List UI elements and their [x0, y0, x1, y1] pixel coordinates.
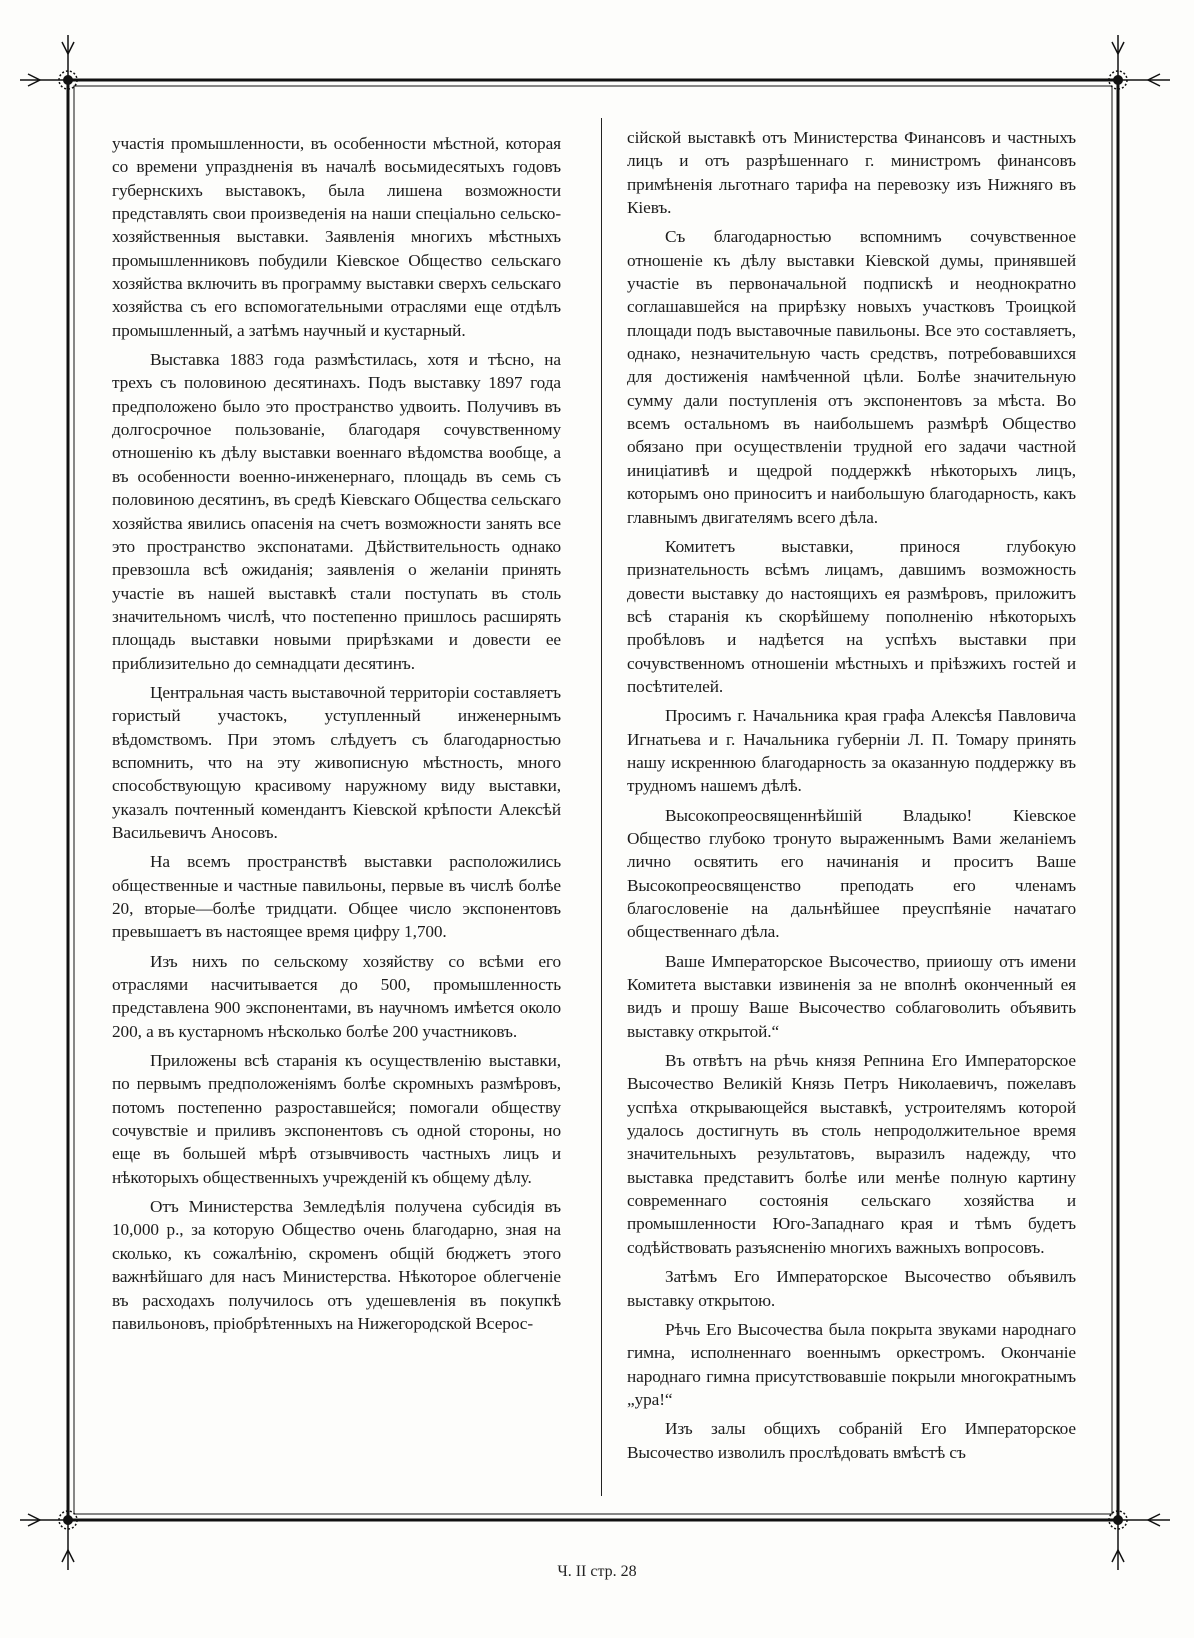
paragraph: Высокопреосвященнѣйшій Владыко! Кіевское Общество глубоко тронуто выраженнымъ Вами желаніемъ лично освятить его начинанія и проситъ Ваше Высокопреосвященство преподать его членамъ благословеніе на дальнѣйшее преуспѣяніе начатаго общественнаго дѣла.	[627, 805, 1076, 942]
right-column	[627, 126, 1076, 1470]
left-column	[112, 132, 561, 1341]
paragraph: Ваше Императорское Высочество, прииошу отъ имени Комитета выставки извиненія за не вполнѣ оконченный ея видъ и прошу Ваше Высочество соблаговолить объявить выставку открытой.“	[627, 951, 1076, 1041]
page-number: Ч. II стр. 28	[557, 1563, 637, 1580]
paragraph: участія промышленности, въ особенности мѣстной, которая со времени упраздненія въ началѣ восьмидесятыхъ годовъ губернскихъ выставокъ, была лишена возможности представлять свои произведенія на наши спеціально сельско-хозяйственныя выставки. Заявленія многихъ мѣстныхъ промышленниковъ побудили Кіевское Общество сельскаго хозяйства включить въ программу выставки сверхъ сельскаго хозяйства съ его вспомогательными отраслями еще отдѣлъ промышленный, а затѣмъ научный и кустарный.	[112, 134, 561, 340]
paragraph: Въ отвѣтъ на рѣчь князя Репнина Его Императорское Высочество Великій Князь Петръ Николаевичъ, пожелавъ успѣха открывающейся выставкѣ, устроителямъ которой удалось достигнуть въ столь непродолжительное время значительныхъ результатовъ, выразилъ надежду, что выставка представитъ болѣе или менѣе полную картину современнаго состоянія сельскаго хозяйства и промышленности Юго-Западнаго края и тѣмъ будетъ содѣйствовать разъясненію многихъ важныхъ вопросовъ.	[627, 1051, 1076, 1257]
paragraph: Отъ Министерства Земледѣлія получена субсидія въ 10,000 р., за которую Общество очень благодарно, зная на сколько, къ сожалѣнію, скроменъ общій бюджетъ этого важнѣйшаго для насъ Министерства. Нѣкоторое облегченіе въ расходахъ получилось отъ удешевленія въ покупкѣ павильоновъ, пріобрѣтенныхъ на Нижегородской Всерос-	[112, 1197, 561, 1333]
column-divider	[601, 118, 602, 1496]
paragraph: Приложены всѣ старанія къ осуществленію выставки, по первымъ предположеніямъ болѣе скромныхъ размѣровъ, потомъ постепенно разроставшейся; помогали обществу сочувствіе и приливъ экспонентовъ съ одной стороны, но еще въ большей мѣрѣ отзывчивость частныхъ лицъ и нѣкоторыхъ общественныхъ учрежденій къ общему дѣлу.	[112, 1051, 561, 1187]
paragraph: Затѣмъ Его Императорское Высочество объявилъ выставку открытою.	[627, 1267, 1076, 1310]
paragraph: Изъ нихъ по сельскому хозяйству со всѣми его отраслями насчитывается до 500, промышленность представлена 900 экспонентами, въ научномъ имѣется около 200, а въ кустарномъ нѣсколько болѣе 200 участниковъ.	[112, 951, 561, 1041]
paragraph: Рѣчь Его Высочества была покрыта звуками народнаго гимна, исполненнаго военнымъ оркестромъ. Окончаніе народнаго гимна присутствовавшіе покрыли многократнымъ „ура!“	[627, 1319, 1076, 1409]
paragraph: На всемъ пространствѣ выставки расположились общественные и частные павильоны, первые въ числѣ болѣе 20, вторые—болѣе тридцати. Общее число экспонентовъ превышаетъ въ настоящее время цифру 1,700.	[112, 852, 561, 942]
paragraph: Просимъ г. Начальника края графа Алексѣя Павловича Игнатьева и г. Начальника губерніи Л. П. Томару принять нашу искреннюю благодарность за оказанную поддержку въ трудномъ нашемъ дѣлѣ.	[627, 706, 1076, 796]
paragraph: сійской выставкѣ отъ Министерства Финансовъ и частныхъ лицъ и отъ разрѣшеннаго г. министромъ финансовъ примѣненія льготнаго тарифа на перевозку изъ Нижняго въ Кіевъ.	[627, 128, 1076, 218]
paragraph: Съ благодарностью вспомнимъ сочувственное отношеніе къ дѣлу выставки Кіевской думы, принявшей участіе въ первоначальной подпискѣ и неоднократно соглашавшейся на прирѣзку новыхъ участковъ Троицкой площади подъ выставочные павильоны. Все это составляетъ, однако, незначительную часть средствъ, потребовавшихся для достиженія намѣченной цѣли. Болѣе значительную сумму дали поступленія отъ экспонентовъ за мѣста. Во всемъ остальномъ въ наибольшемъ размѣрѣ Общество обязано при осуществленіи трудной его задачи частной иниціативѣ и щедрой поддержкѣ нѣкоторыхъ лицъ, которымъ оно приноситъ и наибольшую благодарность, какъ главнымъ двигателямъ всего дѣла.	[627, 227, 1076, 527]
paragraph: Изъ залы общихъ собраній Его Императорское Высочество изволилъ прослѣдовать вмѣстѣ съ	[627, 1419, 1076, 1462]
paragraph: Центральная часть выставочной территоріи составляетъ гористый участокъ, уступленный инженернымъ вѣдомствомъ. При этомъ слѣдуетъ съ благодарностью вспомнить, что на эту живописную мѣстность, много способствующую красивому наружному виду выставки, указалъ почтенный комендантъ Кіевской крѣпости Алексѣй Васильевичъ Аносовъ.	[112, 682, 561, 842]
paragraph: Выставка 1883 года размѣстилась, хотя и тѣсно, на трехъ съ половиною десятинахъ. Подъ выставку 1897 года предположено было это пространство удвоить. Получивъ въ долгосрочное пользованіе, благодаря сочувственному отношенію къ дѣлу выставки военнаго вѣдомства вообще, а въ особенности военно-инженернаго, площадь въ семь съ половиною десятинъ, въ средѣ Кіевскаго Общества сельскаго хозяйства явились опасенія на счетъ возможности занять все это пространство экспонатами. Дѣйствительность однако превзошла всѣ ожиданія; заявленія о желаніи принять участіе въ нашей выставкѣ стали поступать въ столь значительномъ числѣ, что постепенно пришлось расширять площадь выставки новыми прирѣзками и довести ее приблизительно до семнадцати десятинъ.	[112, 350, 561, 673]
paragraph: Комитетъ выставки, принося глубокую признательность всѣмъ лицамъ, давшимъ возможность довести выставку до настоящихъ ея размѣровъ, приложитъ всѣ старанія къ скорѣйшему пополненію нѣкоторыхъ пробѣловъ и надѣется на успѣхъ выставки при сочувственномъ отношеніи мѣстныхъ и пріѣзжихъ гостей и посѣтителей.	[627, 536, 1076, 696]
